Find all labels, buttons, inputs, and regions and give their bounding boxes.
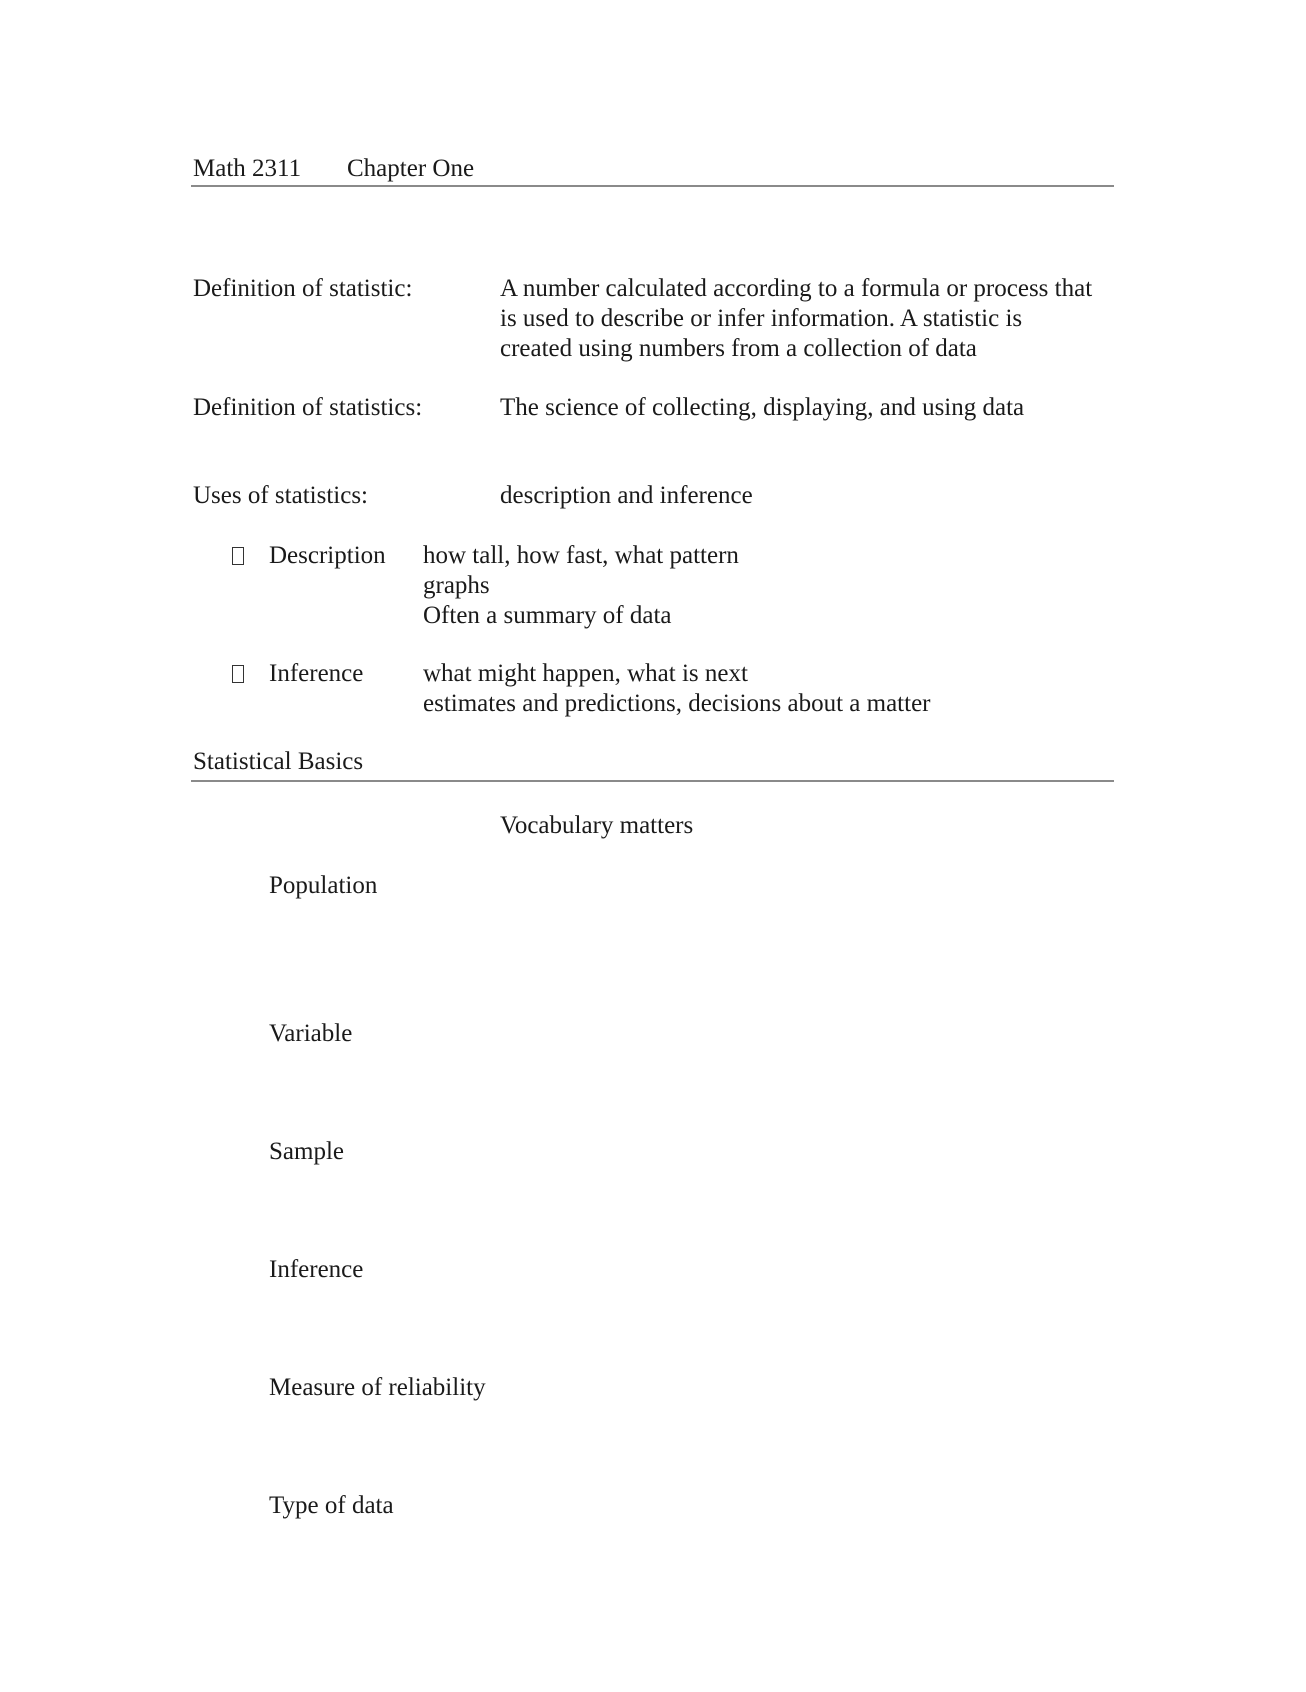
statistic-term: Definition of statistic: — [193, 275, 413, 302]
bullet-inference-details — [423, 659, 931, 719]
vocab-term-inference: Inference — [269, 1256, 364, 1283]
vocab-term-sample: Sample — [269, 1138, 344, 1165]
vocab-term-measure-of-reliability: Measure of reliability — [269, 1374, 486, 1401]
bullet-marker — [232, 659, 244, 689]
statistic-definition-line: is used to describe or infer information. A statistic is — [500, 305, 1023, 332]
bullet-detail-line: Often a summary of data — [423, 602, 672, 629]
bullet-detail-line: what might happen, what is next — [423, 660, 748, 687]
bullet-box-icon — [232, 665, 244, 683]
uses-term: Uses of statistics: — [193, 482, 368, 509]
bullet-description-details — [423, 541, 739, 631]
bullet-detail-line: estimates and predictions, decisions about a matter — [423, 690, 931, 717]
vocab-term-variable: Variable — [269, 1020, 353, 1047]
header-rule — [191, 185, 1114, 187]
bullet-label-description: Description — [269, 542, 386, 569]
basics-subheading: Vocabulary matters — [500, 812, 694, 839]
statistic-definition-line: created using numbers from a collection of data — [500, 335, 977, 362]
course-title: Math 2311 — [193, 155, 302, 182]
vocab-term-population: Population — [269, 872, 378, 899]
chapter-title: Chapter One — [347, 155, 475, 182]
bullet-detail-line: graphs — [423, 572, 490, 599]
basics-heading: Statistical Basics — [193, 748, 364, 775]
uses-text: description and inference — [500, 482, 753, 509]
statistics-term: Definition of statistics: — [193, 394, 423, 421]
statistic-definition-line: A number calculated according to a formula or process that — [500, 275, 1093, 302]
bullet-marker — [232, 541, 244, 571]
bullet-label-inference: Inference — [269, 660, 364, 687]
statistics-definition: The science of collecting, displaying, and using data — [500, 394, 1025, 421]
basics-rule — [191, 780, 1114, 782]
vocab-term-type-of-data: Type of data — [269, 1492, 394, 1519]
bullet-detail-line: how tall, how fast, what pattern — [423, 542, 739, 569]
statistic-definition — [500, 274, 1092, 364]
bullet-box-icon — [232, 547, 244, 565]
